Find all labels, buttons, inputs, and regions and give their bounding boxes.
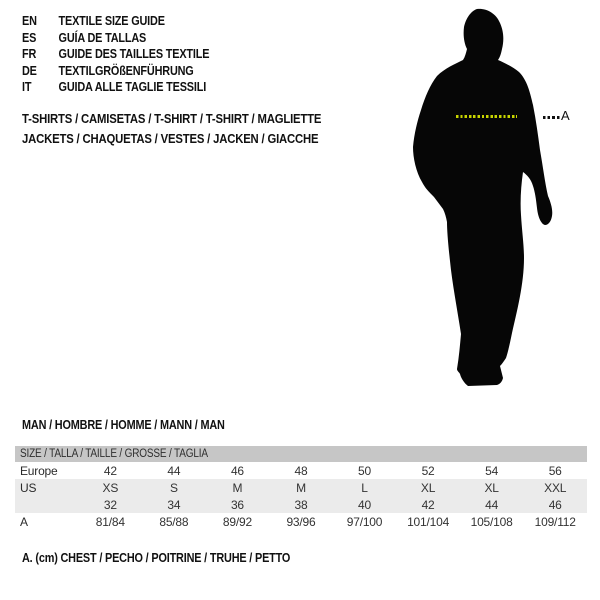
size-cell: M — [232, 480, 243, 495]
language-row — [22, 46, 209, 63]
table-row-us — [15, 479, 587, 496]
size-cell: 56 — [548, 463, 562, 478]
language-row — [22, 63, 209, 80]
row-label: Europe — [20, 463, 58, 478]
size-cell: 54 — [485, 463, 499, 478]
language-title: TEXTILGRÖßENFÜHRUNG — [58, 63, 194, 78]
size-cell: 40 — [358, 497, 371, 512]
language-title: TEXTILE SIZE GUIDE — [58, 14, 165, 28]
size-cell: 46 — [548, 497, 562, 512]
size-cell: M — [296, 480, 306, 495]
language-row — [22, 79, 209, 96]
size-cell: 85/88 — [159, 514, 189, 529]
language-code: ES — [22, 30, 37, 45]
size-table — [15, 446, 587, 530]
size-cell: XS — [102, 480, 119, 495]
measurement-footnote: A. (cm) CHEST / PECHO / POITRINE / TRUHE / PETTO — [22, 551, 291, 565]
language-code: EN — [22, 14, 37, 28]
size-table-header: SIZE / TALLA / TAILLE / GRÖSSE / TAGLIA — [20, 448, 208, 460]
size-cell: XL — [484, 480, 499, 495]
size-cell: 93/96 — [286, 514, 316, 529]
language-code: DE — [22, 63, 37, 78]
size-cell: 52 — [421, 463, 435, 478]
size-cell: 81/84 — [95, 514, 125, 529]
language-title: GUIDE DES TAILLES TEXTILE — [58, 47, 210, 61]
table-row-chest-a — [15, 513, 587, 530]
size-cell: 32 — [103, 497, 117, 512]
size-cell: 109/112 — [534, 514, 576, 529]
size-cell: 34 — [167, 497, 181, 512]
table-row-uk-sizes — [15, 496, 587, 513]
language-code: IT — [22, 80, 32, 94]
language-title: GUÍA DE TALLAS — [58, 30, 147, 45]
size-cell: 48 — [294, 463, 308, 478]
size-table-header-row — [15, 446, 587, 462]
size-cell: 101/104 — [407, 514, 450, 529]
man-silhouette — [405, 5, 565, 395]
size-cell: 44 — [167, 463, 181, 478]
row-label: US — [20, 480, 37, 495]
size-cell: 46 — [230, 463, 244, 478]
language-title: GUIDA ALLE TAGLIE TESSILI — [58, 80, 207, 94]
measure-label-a: A — [561, 108, 570, 123]
language-code: FR — [22, 47, 37, 61]
size-cell: S — [169, 480, 178, 495]
size-cell: XL — [420, 480, 436, 495]
size-cell: 105/108 — [470, 514, 513, 529]
chest-measure-dashed-line — [456, 115, 517, 118]
size-cell: 44 — [485, 497, 499, 512]
size-cell: 42 — [103, 463, 117, 478]
row-label: A — [20, 514, 28, 529]
row-label — [15, 496, 79, 513]
size-cell: XXL — [544, 480, 567, 495]
size-cell: 89/92 — [222, 514, 252, 529]
section-title-man: MAN / HOMBRE / HOMME / MANN / MAN — [22, 418, 225, 432]
language-list — [22, 13, 237, 96]
garment-categories — [22, 109, 366, 149]
category-jackets: JACKETS / CHAQUETAS / VESTES / JACKEN / GIACCHE — [22, 131, 319, 146]
size-cell: 36 — [230, 497, 244, 512]
size-cell: 38 — [294, 497, 308, 512]
size-cell: 42 — [421, 497, 435, 512]
size-cell: 50 — [358, 463, 371, 478]
category-tshirts: T-SHIRTS / CAMISETAS / T-SHIRT / T-SHIRT / MAGLIETTE — [22, 111, 322, 126]
size-cell: 97/100 — [346, 514, 383, 529]
measure-callout-dashes — [543, 116, 560, 119]
size-cell: L — [361, 480, 368, 495]
language-row — [22, 30, 209, 47]
table-row-europe — [15, 462, 587, 479]
language-row — [22, 13, 209, 30]
